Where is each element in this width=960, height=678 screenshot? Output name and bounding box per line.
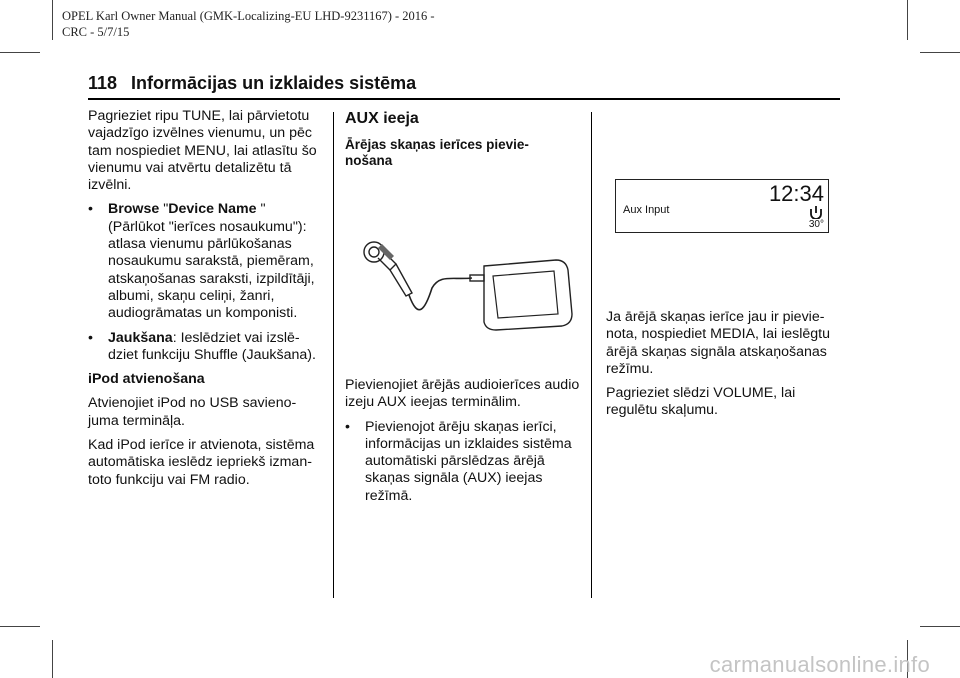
watermark: carmanualsonline.info <box>709 652 930 677</box>
paragraph: Ja ārējā skaņas ierīce jau ir pievie-nota, nospiediet MEDIA, lai ieslēgtu ārējā skaņas signāla atskaņošanas režīmu. <box>606 309 830 377</box>
paragraph: Atvienojiet iPod no USB savieno-juma termināļa. <box>88 395 297 429</box>
list-item <box>88 330 324 365</box>
list-item <box>88 201 324 322</box>
page-number: 118 <box>88 73 118 93</box>
page-title <box>88 73 416 94</box>
text: : Ieslēdziet vai izslē-dziet funkciju Shuffle (Jaukšana). <box>108 329 316 363</box>
paragraph: Kad iPod ierīce ir atvienota, sistēma automātiska ieslēdz iepriekš izman-toto funkciju vai FM radio. <box>88 437 315 488</box>
temperature: 30° <box>808 219 824 230</box>
source-label: Aux Input <box>623 204 670 216</box>
bullet: • <box>345 418 350 435</box>
crop-mark <box>52 640 53 678</box>
subsection-heading <box>345 137 583 169</box>
column-2 <box>345 110 583 169</box>
column-divider <box>591 112 592 598</box>
term: Device Name <box>168 201 257 218</box>
term: Jaukšana <box>108 329 173 346</box>
aux-display-screen <box>615 179 829 233</box>
text: " (Pārlūkot "ierīces nosaukumu"): atlasa vienumu pārlūkošanas nosaukumu sarakstā, piemēram, atskaņošanas saraksti, izpildītāji, albumi, skaņu celiņi, žanri, audiogrāmatas un komponisti. <box>108 201 315 322</box>
paragraph: Pagrieziet slēdzi VOLUME, lai regulētu skaļumu. <box>606 385 796 419</box>
subsection-heading-line: Ārējas skaņas ierīces pievie- <box>345 137 529 153</box>
crop-mark <box>920 626 960 627</box>
paragraph: Pagrieziet ripu TUNE, lai pārvietotu vajadzīgo izvēlnes vienumu, un pēc tam nospiediet MENU, lai atlasītu šo vienumu vai atvērtu detalizētu tā izvēlni. <box>88 108 317 194</box>
crop-mark <box>0 626 40 627</box>
column-divider <box>333 112 334 598</box>
paragraph: Pievienojiet ārējās audioierīces audio izeju AUX ieejas terminālim. <box>345 377 580 411</box>
clock: 12:34 <box>768 181 824 206</box>
crop-mark <box>0 52 40 53</box>
list-item <box>345 419 583 505</box>
aux-device-illustration <box>360 238 582 358</box>
title-rule <box>88 98 840 100</box>
print-header-line2: CRC - 5/7/15 <box>62 25 130 39</box>
term: Browse <box>108 201 160 218</box>
crop-mark <box>907 0 908 40</box>
section-heading: AUX ieeja <box>345 110 419 127</box>
bullet: • <box>88 329 93 346</box>
page-heading: Informācijas un izklaides sistēma <box>131 73 417 93</box>
text: " <box>159 201 169 218</box>
print-header <box>62 8 435 40</box>
subsection-heading-line: nošana <box>345 153 393 169</box>
text: Pievienojot ārēju skaņas ierīci, informācijas un izklaides sistēma automātiski pārslēdzas ārējā skaņas signāla (AUX) ieejas režīmā. <box>365 418 572 504</box>
column-3 <box>606 309 842 427</box>
column-1 <box>88 108 324 496</box>
bullet: • <box>88 201 93 218</box>
subheading: iPod atvienošana <box>88 371 205 388</box>
print-header-line1: OPEL Karl Owner Manual (GMK-Localizing-EU LHD-9231167) - 2016 - <box>62 9 435 23</box>
crop-mark <box>920 52 960 53</box>
column-2-body <box>345 377 583 512</box>
crop-mark <box>52 0 53 40</box>
